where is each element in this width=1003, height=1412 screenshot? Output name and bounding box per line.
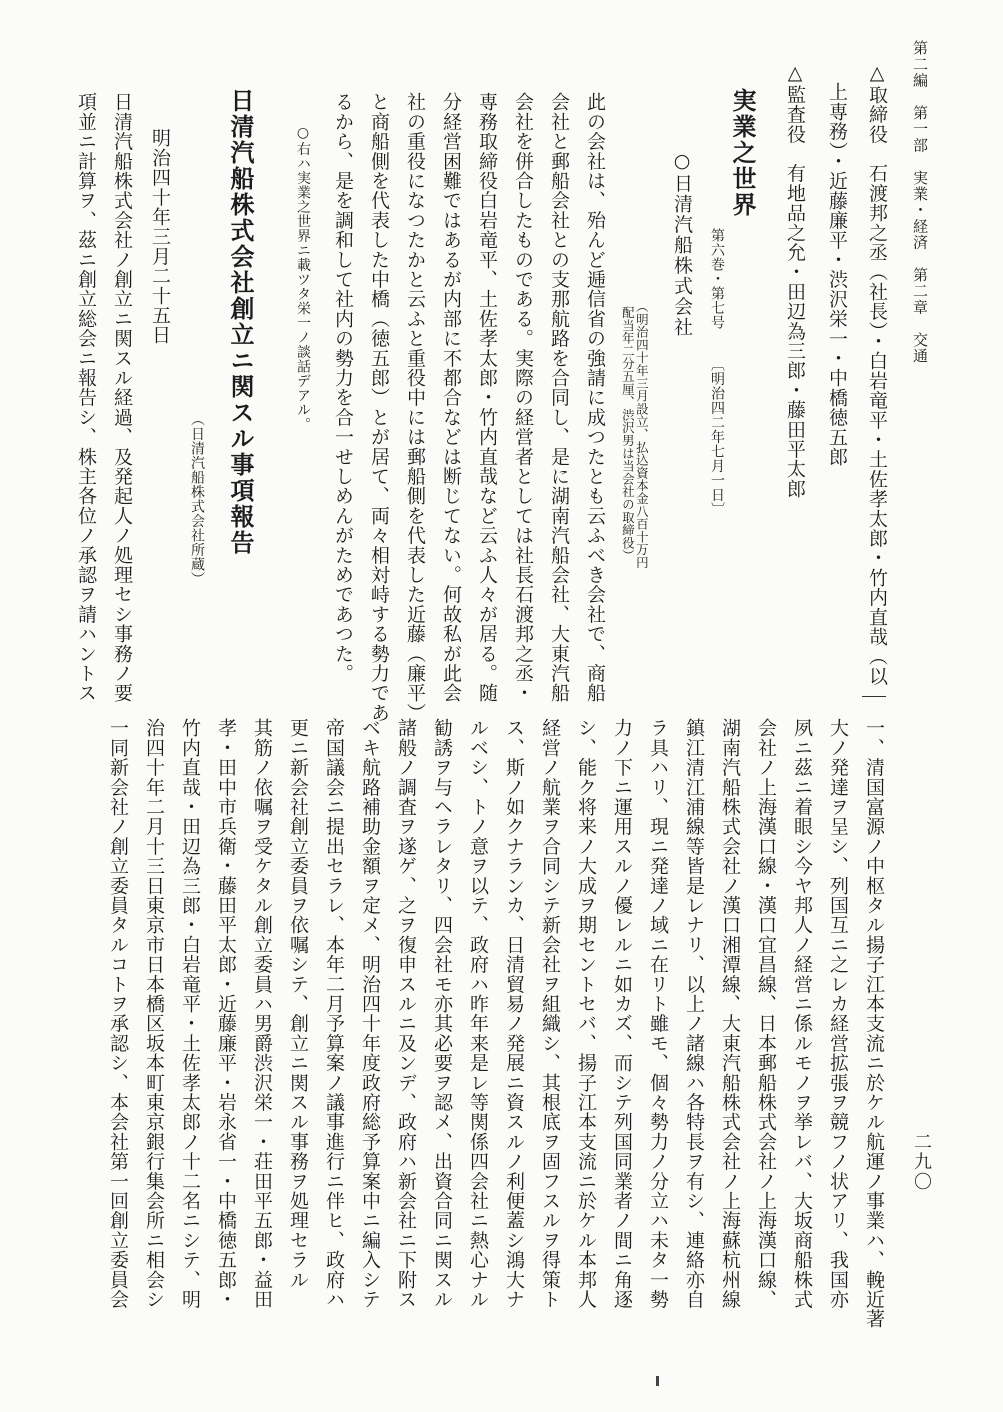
report-title: 日清汽船株式会社創立ニ関スル事項報告: [226, 88, 255, 556]
article-volume: 第六巻・第七号: [709, 228, 725, 330]
article-body-line: 会社を併合したものである。実際の経営者としては社長石渡邦之丞・: [512, 92, 534, 703]
body-line: 大ノ発達ヲ呈シ、列国互ニ之レカ経営拡張ヲ競フノ状アリ、我国亦: [827, 718, 849, 1309]
article-body-line: 此の会社は、殆んど逓信省の強請に成つたとも云ふべき会社で、商船: [584, 92, 606, 703]
body-line: 諸般ノ調査ヲ遂ゲ、之ヲ復申スルニ及ンデ、政府ハ新会社ニ下附ス: [395, 718, 417, 1309]
directors-line-1: △取締役 石渡邦之丞（社長）・白岩竜平・土佐孝太郎・竹内直哉（以: [866, 62, 888, 686]
closing-note: ○右ハ実業之世界ニ載ツタ栄一ノ談話デアル。: [295, 125, 311, 432]
body-line: シ、能ク将来ノ大成ヲ期セントセバ、揚子江本支流ニ於ケル本邦人: [575, 718, 597, 1309]
article-body-line: 会社と郵船会社との支那航路を合同し、是に湖南汽船会社、大東汽船: [548, 92, 570, 703]
body-line: 力ノ下ニ運用スルノ優レルニ如カズ、而シテ列国同業者ノ間ニ角逐: [611, 718, 633, 1309]
body-line: 鎮江清江浦線等皆是レナリ、以上ノ諸線ハ各特長ヲ有シ、連絡亦自: [683, 718, 705, 1309]
item-dash: [862, 696, 886, 697]
article-body-line: 分経営困難ではあるが内部に不都合などは断じてない。何故私が此会: [440, 92, 462, 703]
body-line: ベキ航路補助金額ヲ定メ、明治四十年度政府総予算案中ニ編入シテ: [359, 718, 381, 1309]
body-line: 勧誘ヲ与ヘラレタリ、四会社モ亦其必要ヲ認メ、出資合同ニ関スル: [431, 718, 453, 1309]
body-line: 治四十年二月十三日東京市日本橋区坂本町東京銀行集会所ニ相会シ: [143, 718, 165, 1309]
report-date: 明治四十年三月二十五日: [149, 128, 171, 345]
article-body-line: と商船側を代表した中橋（徳五郎）とが居て、両々相対峙する勢力であ: [368, 92, 390, 723]
body-line: 会社ノ上海漢口線・漢口宜昌線、日本郵船株式会社ノ上海漢口線、: [755, 718, 777, 1309]
company-note-1: （明治四十年三月設立、払込資本金八百十万円: [634, 300, 650, 569]
auditors-line: △監査役 有地品之允・田辺為三郎・藤田平太郎: [784, 62, 806, 499]
article-date: 〔明治四二年七月一日〕: [709, 357, 725, 517]
article-body-line: 専務取締役白岩竜平、土佐孝太郎・竹内直哉など云ふ人々が居る。随: [476, 92, 498, 703]
body-line: 湖南汽船株式会社ノ漢口湘潭線、大東汽船株式会社ノ上海蘇杭州線: [719, 718, 741, 1309]
body-line: 其筋ノ依嘱ヲ受ケタル創立委員ハ男爵渋沢栄一・荘田平五郎・益田: [251, 718, 273, 1309]
company-heading: ○日清汽船株式会社: [671, 150, 693, 338]
body-line: 経営ノ航業ヲ合同シテ新会社ヲ組織シ、其根底ヲ固フスルヲ得策ト: [539, 718, 561, 1309]
article-body-line: 社の重役になつたかと云ふと重役中には郵船側を代表した近藤（廉平）: [404, 92, 426, 723]
body-line: 一、清国富源ノ中枢タル揚子江本支流ニ於ケル航運ノ事業ハ、輓近著: [863, 718, 885, 1329]
body-line: ラ具ハリ、現ニ発達ノ域ニ在リト雖モ、個々勢力ノ分立ハ未タ一勢: [647, 718, 669, 1309]
body-line: 孝・田中市兵衛・藤田平太郎・近藤廉平・岩永省一・中橋徳五郎・: [215, 718, 237, 1309]
body-line: ス、斯ノ如クナランカ、日清貿易ノ発展ニ資スルノ利便蓋シ鴻大ナ: [503, 718, 525, 1309]
body-line: 夙ニ茲ニ着眼シ今ヤ邦人ノ経営ニ係ルモノヲ挙レバ、大坂商船株式: [791, 718, 813, 1309]
body-line: 一同新会社ノ創立委員タルコトヲ承認シ、本会社第一回創立委員会: [107, 718, 129, 1309]
report-body-line: 日清汽船株式会社ノ創立ニ関スル経過、及発起人ノ処理セシ事務ノ要: [111, 92, 133, 703]
article-title: 実業之世界: [728, 88, 757, 218]
directors-line-2: 上専務）・近藤廉平・渋沢栄一・中橋徳五郎: [826, 82, 848, 467]
body-line: ルベシ、トノ意ヲ以テ、政府ハ昨年来是レ等関係四会社ニ熱心ナル: [467, 718, 489, 1309]
body-line: 更ニ新会社創立委員ヲ依嘱シテ、創立ニ関スル事務ヲ処理セラル: [287, 718, 309, 1290]
printer-mark: [656, 1376, 659, 1386]
report-body-line: 項並ニ計算ヲ、茲ニ創立総会ニ報告シ、株主各位ノ承認ヲ請ハントス: [75, 92, 97, 703]
body-line: 帝国議会ニ提出セラレ、本年二月予算案ノ議事進行ニ伴ヒ、政府ハ: [323, 718, 345, 1309]
body-line: 竹内直哉・田辺為三郎・白岩竜平・土佐孝太郎ノ十二名ニシテ、明: [179, 718, 201, 1309]
company-note-2: 配当年二分五厘、渋沢男は当会社の取締役）: [620, 306, 636, 562]
report-source: （日清汽船株式会社所蔵）: [189, 412, 205, 586]
article-body-line: るから、是を調和して社内の勢力を合一せしめんがためであつた。: [332, 92, 354, 683]
running-head: 第二編 第一部 実業・経済 第二章 交通: [911, 40, 929, 364]
page-number: 二九〇: [911, 1132, 932, 1192]
